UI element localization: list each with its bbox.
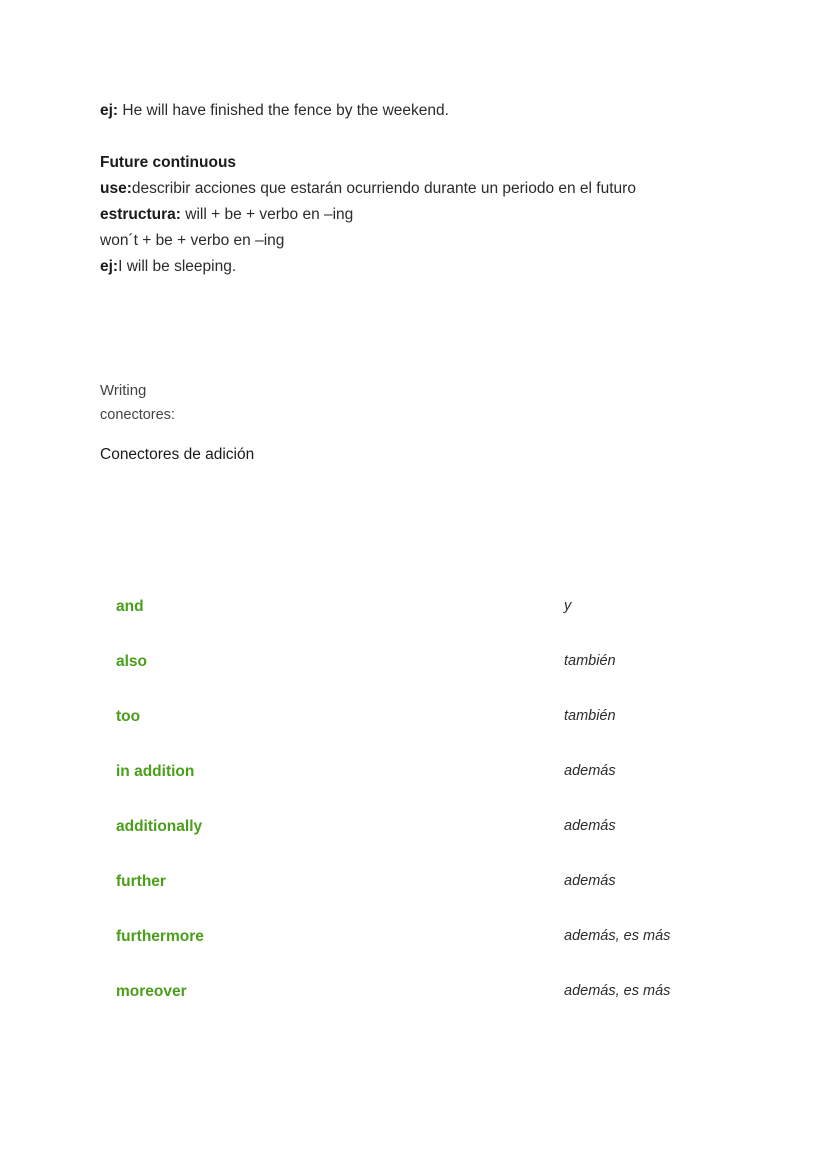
connector-translation: y (564, 598, 572, 614)
connector-term: moreover (116, 983, 187, 1000)
example-label: ej: (100, 102, 119, 119)
connector-term: too (116, 708, 141, 725)
use-line (100, 179, 636, 199)
writing-title: Writing (100, 382, 147, 399)
connector-term: additionally (116, 818, 203, 835)
connector-translation: además (564, 818, 616, 834)
table-row (116, 763, 716, 787)
table-row (116, 928, 716, 952)
connector-translation: además (564, 763, 616, 779)
addition-connectors-title: Conectores de adición (100, 446, 255, 463)
structure-label: estructura: (100, 206, 181, 223)
structure-text: will + be + verbo en –ing (180, 206, 354, 223)
table-row (116, 653, 716, 677)
connector-translation: también (564, 708, 616, 724)
structure-line (100, 205, 353, 225)
connector-translation: además (564, 873, 616, 889)
use-label: use: (100, 180, 132, 197)
example-text: He will have finished the fence by the weekend. (118, 102, 449, 119)
example-text: I will be sleeping. (118, 258, 237, 275)
connector-translation: además, es más (564, 983, 671, 999)
connector-term: furthermore (116, 928, 204, 945)
connector-translation: también (564, 653, 616, 669)
connector-term: further (116, 873, 166, 890)
connector-term: and (116, 598, 144, 615)
example-label: ej: (100, 258, 119, 275)
section-heading-future-continuous: Future continuous (100, 154, 237, 171)
example-line-top (100, 101, 449, 121)
table-row (116, 983, 716, 1007)
table-row (116, 708, 716, 732)
example-line-future-continuous (100, 257, 236, 277)
table-row (116, 818, 716, 842)
use-text: describir acciones que estarán ocurriendo durante un periodo en el futuro (131, 180, 636, 197)
connector-translation: además, es más (564, 928, 671, 944)
table-row (116, 598, 716, 622)
connector-term: in addition (116, 763, 195, 780)
connectors-label: conectores: (100, 407, 175, 423)
connector-term: also (116, 653, 148, 670)
table-row (116, 873, 716, 897)
negative-structure-line: won´t + be + verbo en –ing (100, 232, 285, 249)
